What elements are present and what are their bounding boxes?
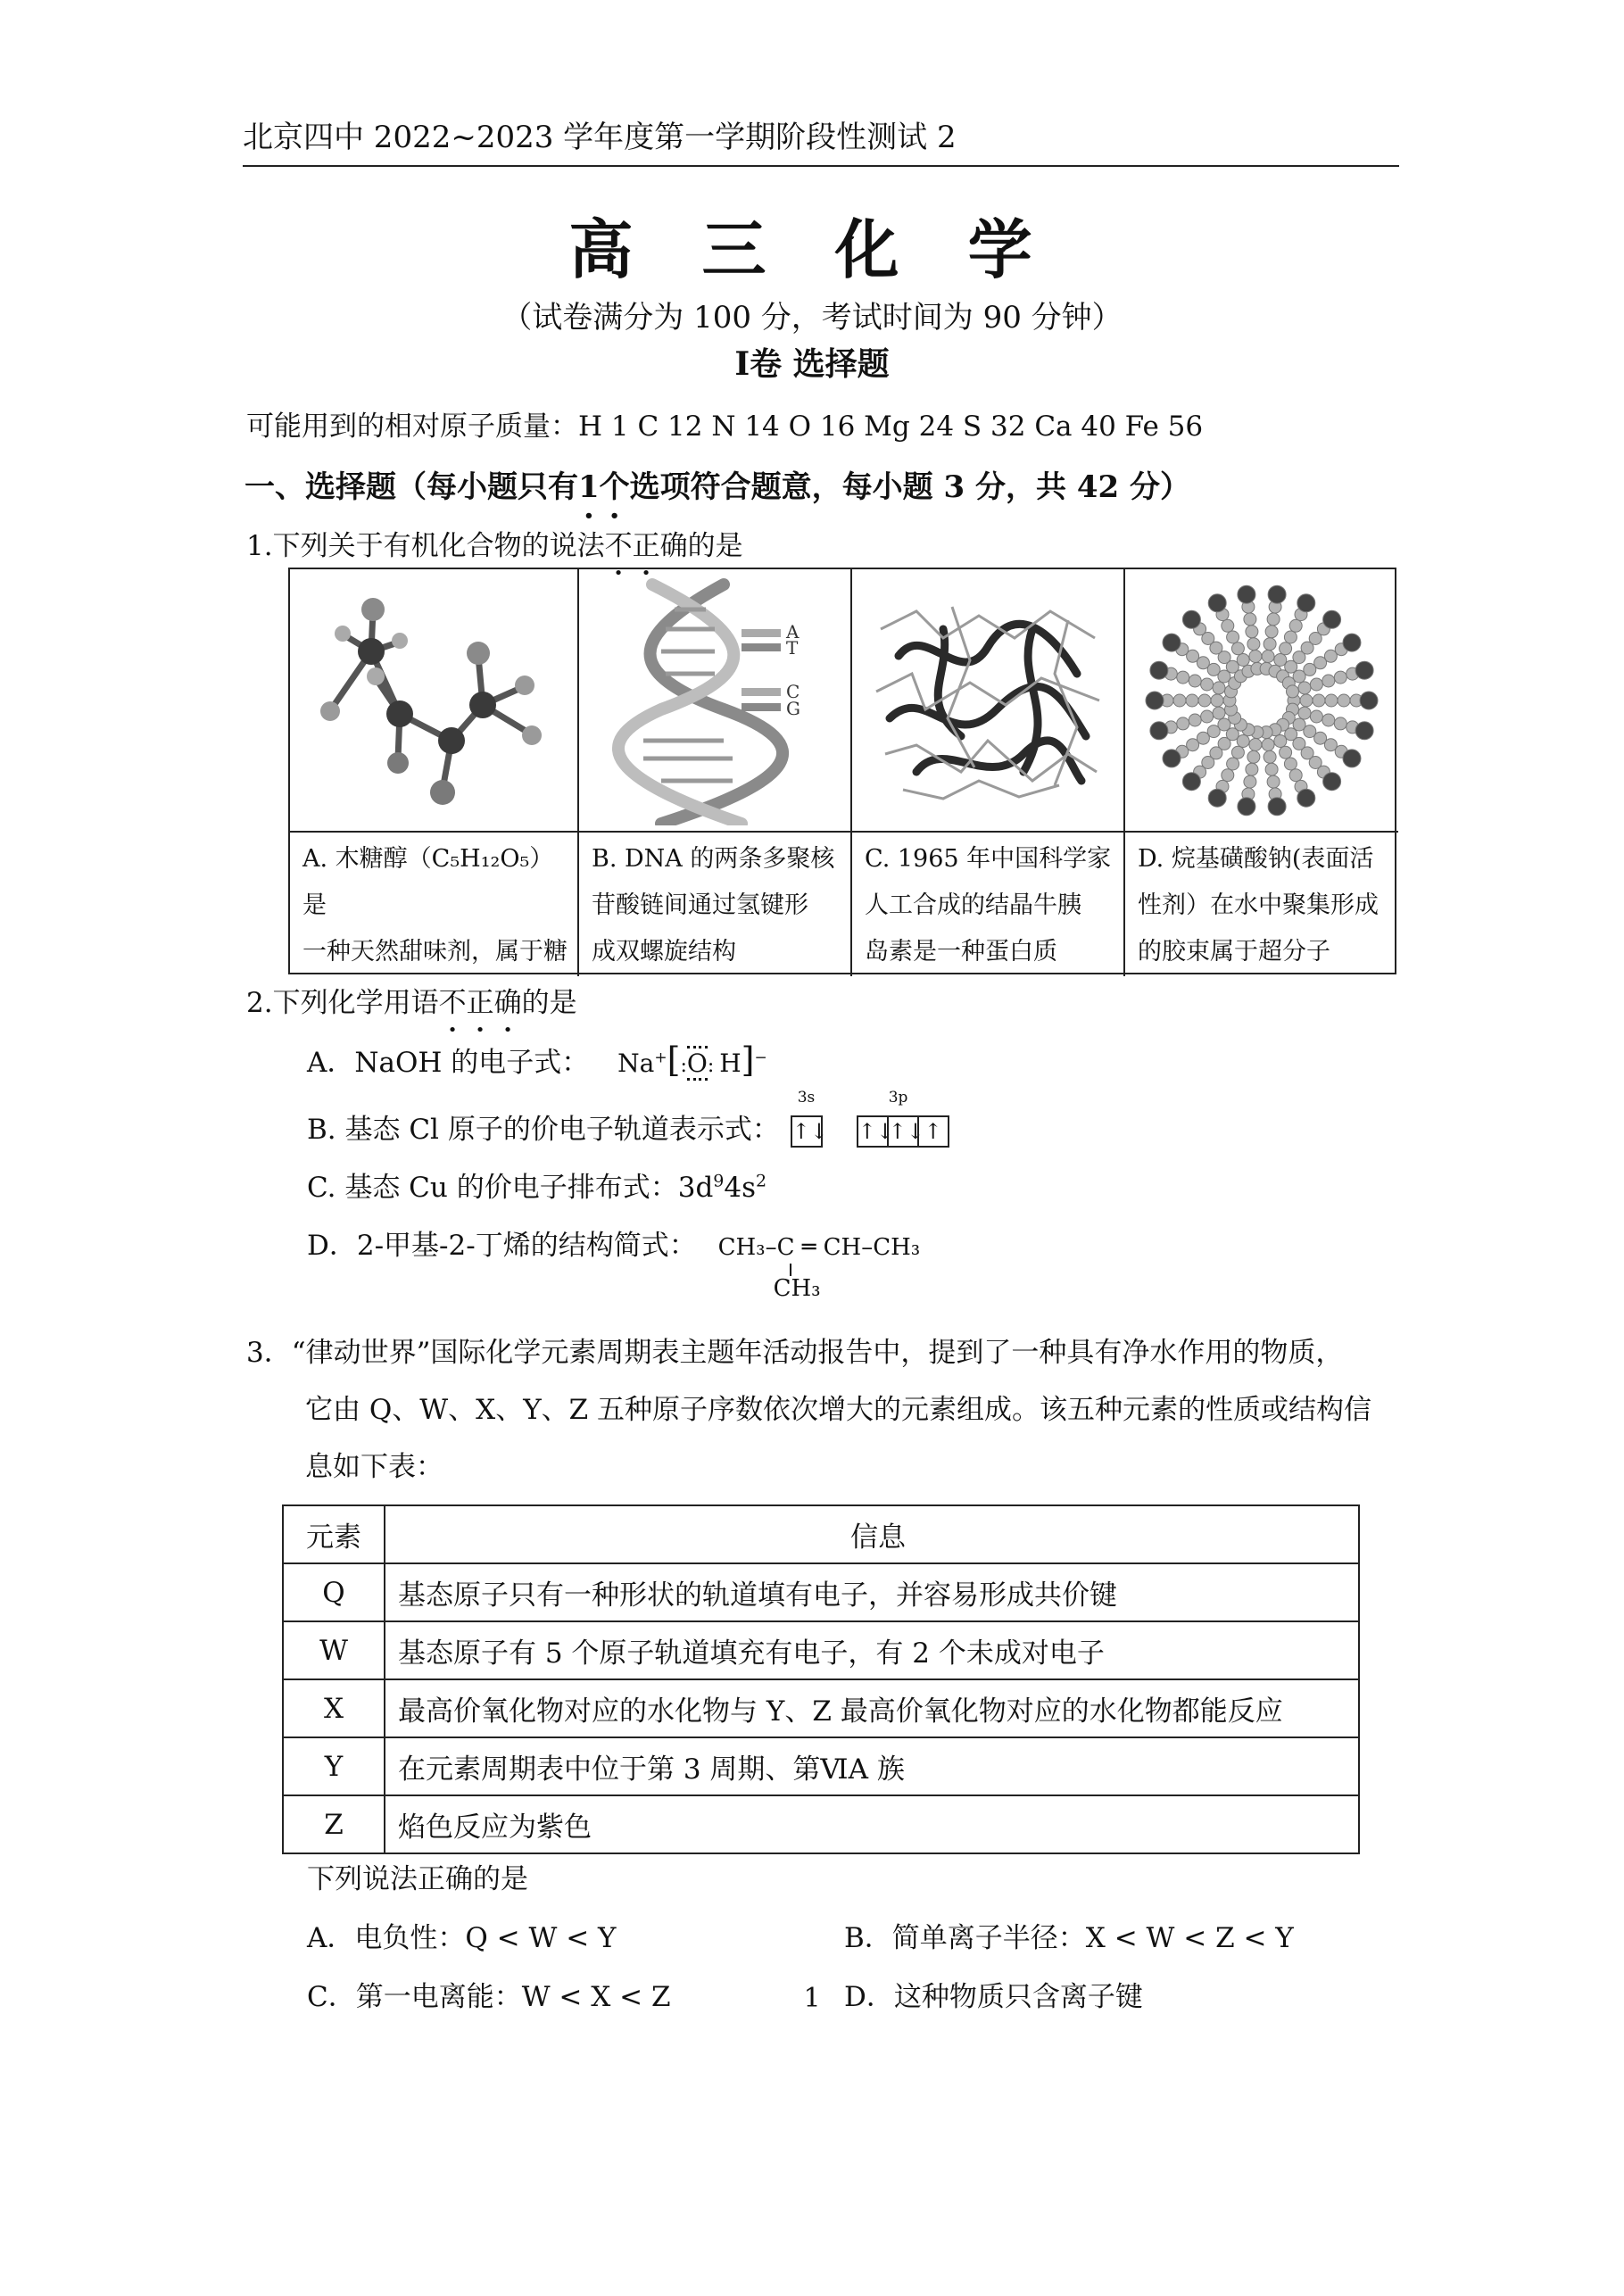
micelle-tail-segment [1186, 694, 1198, 707]
micelle-tail-segment [1267, 612, 1280, 625]
micelle-head-group [1238, 797, 1255, 815]
micelle-head-group [1343, 749, 1361, 767]
micelle-tail-segment [1198, 694, 1211, 707]
micelle-tail-segment [1213, 707, 1225, 719]
micelle-head-group [1360, 692, 1378, 709]
part-one-heading [244, 462, 1190, 506]
micelle-image [1125, 569, 1398, 833]
micelle-icon [1132, 571, 1391, 830]
micelle-tail-segment [1249, 738, 1262, 750]
question-3-stem-line: 它由 Q、W、X、Y、Z 五种原子序数依次增大的元素组成。该五种元素的性质或结构信 [305, 1394, 1372, 1426]
option-b-caption [579, 833, 852, 976]
table-row [283, 1737, 1359, 1795]
charge-plus: + [654, 1049, 667, 1067]
caption-line: 一种天然甜味剂，属于糖 [302, 938, 568, 966]
micelle-tail-segment [1246, 763, 1258, 775]
element-symbol-cell: X [283, 1679, 385, 1737]
emphasis-dot: 1 • [578, 469, 600, 505]
bracket-icon: ] [741, 1040, 755, 1080]
option-a-caption [290, 833, 579, 976]
micelle-head-group [1297, 593, 1315, 611]
q3-option-d: D．这种物质只含离子键 [844, 1981, 1143, 2013]
dna-base-label: G [786, 697, 800, 719]
caption-line: 岛素是一种蛋白质 [865, 938, 1057, 966]
page-title: 高 三 化 学 [568, 212, 1056, 287]
micelle-tail-segment [1300, 694, 1313, 707]
emphasis-dot: 正 [632, 530, 660, 562]
element-info-cell: 焰色反应为紫色 [385, 1795, 1359, 1853]
q2-option-d [307, 1223, 921, 1302]
micelle-head-group [1355, 721, 1373, 739]
micelle-tail-segment [1201, 710, 1214, 723]
subshell: 4s [724, 1172, 757, 1204]
caption-line: B. DNA 的两条多聚核 [592, 845, 835, 873]
micelle-tail-segment [1213, 681, 1225, 693]
q2-option-a [307, 1040, 767, 1080]
micelle-tail-segment [1267, 775, 1280, 788]
micelle-head-group [1297, 789, 1315, 807]
micelle-tail-segment [1177, 717, 1189, 729]
micelle-head-group [1268, 585, 1286, 603]
xylitol-molecule-image [290, 569, 579, 833]
hydrogen-symbol: H [719, 1049, 742, 1078]
charge-minus: − [754, 1049, 767, 1067]
micelle-tail-segment [1264, 637, 1276, 650]
orbital-label: 3p [888, 1089, 908, 1107]
bracket-icon: [ [667, 1040, 681, 1080]
table-header-row [283, 1505, 1359, 1563]
micelle-head-group [1208, 789, 1226, 807]
micelle-tail-segment [1227, 631, 1239, 643]
element-symbol-cell: Z [283, 1795, 385, 1853]
lone-pair-dots: : [707, 1055, 715, 1077]
orbital-label: 3s [797, 1089, 816, 1107]
table-row [283, 1621, 1359, 1679]
formula-branch: CH₃ [773, 1275, 821, 1302]
option-text: A．NaOH 的电子式： [307, 1047, 590, 1079]
subshell: 3d [677, 1172, 714, 1204]
micelle-tail-segment [1322, 714, 1335, 726]
element-info-table [282, 1504, 1360, 1854]
caption-line [302, 975, 568, 976]
element-info-cell: 最高价氧化物对应的水化物与 Y、Z 最高价氧化物对应的水化物都能反应 [385, 1679, 1359, 1737]
question-3-stem-line: 3．“律动世界”国际化学元素周期表主题年活动报告中，提到了一种具有净水作用的物质， [246, 1337, 1344, 1369]
caption-line: C. 1965 年中国科学家 [865, 845, 1112, 873]
question-text: 2.下列化学用语 [246, 987, 439, 1019]
micelle-tail-segment [1237, 734, 1249, 747]
micelle-tail-segment [1310, 678, 1322, 691]
micelle-tail-segment [1262, 650, 1274, 662]
element-info-cell: 基态原子有 5 个原子轨道填充有电子，有 2 个未成对电子 [385, 1621, 1359, 1679]
element-info-cell: 基态原子只有一种形状的轨道填有电子，并容易形成共价键 [385, 1563, 1359, 1621]
micelle-tail-segment [1264, 750, 1276, 763]
micelle-tail-segment [1211, 694, 1223, 707]
micelle-tail-segment [1338, 694, 1350, 707]
caption-line: 人工合成的结晶牛胰 [865, 891, 1081, 919]
micelle-tail-segment [1247, 637, 1260, 650]
part-one-heading-text: 选项符合题意，每小题 3 分，共 42 分） [629, 469, 1190, 505]
dna-base-label: C [786, 680, 800, 702]
question-text: 确的是 [659, 530, 743, 562]
micelle-head-group [1182, 610, 1200, 628]
q2-option-b [307, 1089, 949, 1148]
micelle-tail-segment [1265, 625, 1278, 637]
micelle-tail-segment [1284, 758, 1297, 770]
micelle-tail-segment [1287, 684, 1299, 697]
micelle-tail-segment [1177, 671, 1189, 684]
caption-line: 性剂）在水中聚集形成 [1138, 891, 1379, 919]
structural-formula [717, 1234, 921, 1302]
formula-main-chain: CH₃–C ═ CH–CH₃ [717, 1234, 921, 1261]
element-info-cell: 在元素周期表中位于第 3 周期、第ⅥA 族 [385, 1737, 1359, 1795]
micelle-head-group [1150, 661, 1168, 679]
table-row [283, 1679, 1359, 1737]
dna-double-helix-image [579, 569, 852, 833]
micelle-tail-segment [1201, 678, 1214, 691]
caption-line: 成双螺旋结构 [592, 938, 736, 966]
electron-config [678, 1172, 766, 1204]
question-1-figure-table [288, 568, 1396, 974]
sodium-symbol: Na [617, 1049, 655, 1078]
section-title: Ⅰ卷 选择题 [734, 345, 890, 383]
micelle-head-group [1163, 634, 1181, 651]
micelle-head-group [1150, 721, 1168, 739]
q3-option-b: B．简单离子半径：X < W < Z < Y [844, 1922, 1294, 1954]
element-symbol-cell: W [283, 1621, 385, 1679]
micelle-tail-segment [1334, 717, 1346, 729]
micelle-tail-segment [1249, 650, 1262, 662]
micelle-tail-segment [1310, 710, 1322, 723]
q3-option-a: A．电负性：Q < W < Y [307, 1922, 617, 1954]
micelle-tail-segment [1231, 642, 1244, 654]
option-text: B. 基态 Cl 原子的价电子轨道表示式： [307, 1114, 780, 1146]
micelle-head-group [1323, 772, 1341, 790]
emphasis-dot: 确 [493, 987, 522, 1019]
branch-bond-icon [790, 1264, 791, 1276]
option-text: D．2-甲基-2-丁烯的结构简式： [307, 1230, 697, 1262]
q3-option-c: C．第一电离能：W < X < Z [307, 1981, 671, 2013]
micelle-head-group [1355, 661, 1373, 679]
dna-helix-icon [590, 576, 840, 825]
part-one-heading-text: 一、选择题（每小题只有 [244, 469, 578, 505]
protein-structure-icon [863, 593, 1113, 808]
micelle-tail-segment [1298, 681, 1311, 693]
dna-base-label: A [786, 620, 800, 642]
micelle-tail-segment [1173, 694, 1186, 707]
micelle-tail-segment [1325, 694, 1338, 707]
emphasis-dot: 正 [466, 987, 494, 1019]
emphasis-dot: 个 [599, 469, 630, 505]
insulin-protein-image [852, 569, 1125, 833]
micelle-tail-segment [1274, 653, 1287, 666]
micelle-tail-segment [1322, 675, 1335, 687]
subshell-count: 9 [713, 1171, 725, 1191]
table-row [283, 1795, 1359, 1853]
micelle-tail-segment [1265, 763, 1278, 775]
micelle-tail-segment [1244, 775, 1256, 788]
micelle-tail-segment [1231, 746, 1244, 758]
micelle-head-group [1208, 593, 1226, 611]
micelle-tail-segment [1227, 758, 1239, 770]
orbital-box-3p: ↑ [917, 1115, 949, 1148]
oxygen-symbol: O [687, 1046, 708, 1081]
micelle-head-group [1182, 772, 1200, 790]
micelle-tail-segment [1289, 619, 1302, 632]
orbital-diagram [791, 1089, 949, 1148]
micelle-tail-segment [1237, 653, 1249, 666]
micelle-tail-segment [1189, 714, 1201, 726]
lone-pair-dots: : [680, 1055, 687, 1077]
micelle-tail-segment [1189, 675, 1201, 687]
micelle-tail-segment [1280, 746, 1292, 758]
column-header-element: 元素 [283, 1505, 385, 1563]
micelle-tail-segment [1298, 707, 1311, 719]
caption-line: 苷酸链间通过氢键形 [592, 891, 808, 919]
micelle-tail-segment [1313, 694, 1325, 707]
question-3-prompt: 下列说法正确的是 [307, 1863, 528, 1895]
caption-line: 的胶束属于超分子 [1138, 938, 1330, 966]
option-text: C. 基态 Cu 的价电子排布式： [307, 1172, 678, 1204]
micelle-head-group [1343, 634, 1361, 651]
ball-and-stick-model-icon [300, 580, 568, 821]
micelle-tail-segment [1244, 612, 1256, 625]
page-number: 1 [803, 1983, 821, 2014]
emphasis-dot: 不 [604, 530, 633, 562]
micelle-tail-segment [1274, 734, 1287, 747]
micelle-tail-segment [1222, 768, 1234, 781]
option-c-caption [852, 833, 1125, 976]
micelle-tail-segment [1289, 768, 1302, 781]
dna-base-label: T [786, 636, 799, 659]
orbital-box-3p: ↑↓ [857, 1115, 889, 1148]
micelle-head-group [1163, 749, 1181, 767]
question-text: 1.下列关于有机化合物的说法 [246, 530, 605, 562]
caption-line: A. 木糖醇（C₅H₁₂O₅）是 [302, 845, 554, 919]
column-header-info: 信息 [385, 1505, 1359, 1563]
element-symbol-cell: Y [283, 1737, 385, 1795]
micelle-tail-segment [1334, 671, 1346, 684]
question-1-stem [246, 523, 743, 563]
micelle-tail-segment [1284, 631, 1297, 643]
micelle-tail-segment [1247, 750, 1260, 763]
table-row [283, 1563, 1359, 1621]
q2-option-c [307, 1165, 766, 1205]
emphasis-dot: 不 [438, 987, 467, 1019]
orbital-box-3p: ↑↓ [887, 1115, 919, 1148]
micelle-tail-segment [1262, 738, 1274, 750]
atomic-masses: 可能用到的相对原子质量：H 1 C 12 N 14 O 16 Mg 24 S 32 Ca 40 Fe 56 [246, 410, 1204, 443]
question-3-stem-line: 息如下表： [305, 1451, 443, 1483]
micelle-head-group [1238, 585, 1255, 603]
micelle-head-group [1323, 610, 1341, 628]
question-2-stem [246, 980, 577, 1020]
exam-subtitle: （试卷满分为 100 分，考试时间为 90 分钟） [501, 300, 1123, 336]
question-text: 的是 [521, 987, 577, 1019]
micelle-tail-segment [1222, 619, 1234, 632]
option-d-caption [1125, 833, 1398, 976]
micelle-tail-segment [1246, 625, 1258, 637]
subshell-count: 2 [756, 1171, 767, 1191]
micelle-head-group [1268, 797, 1286, 815]
micelle-head-group [1146, 692, 1164, 709]
electron-formula [617, 1040, 767, 1080]
running-header: 北京四中 2022~2023 学年度第一学期阶段性测试 2 [243, 112, 1399, 167]
element-symbol-cell: Q [283, 1563, 385, 1621]
caption-line: D. 烷基磺酸钠(表面活 [1138, 845, 1374, 873]
micelle-tail-segment [1280, 642, 1292, 654]
orbital-box-3s: ↑↓ [791, 1115, 823, 1148]
